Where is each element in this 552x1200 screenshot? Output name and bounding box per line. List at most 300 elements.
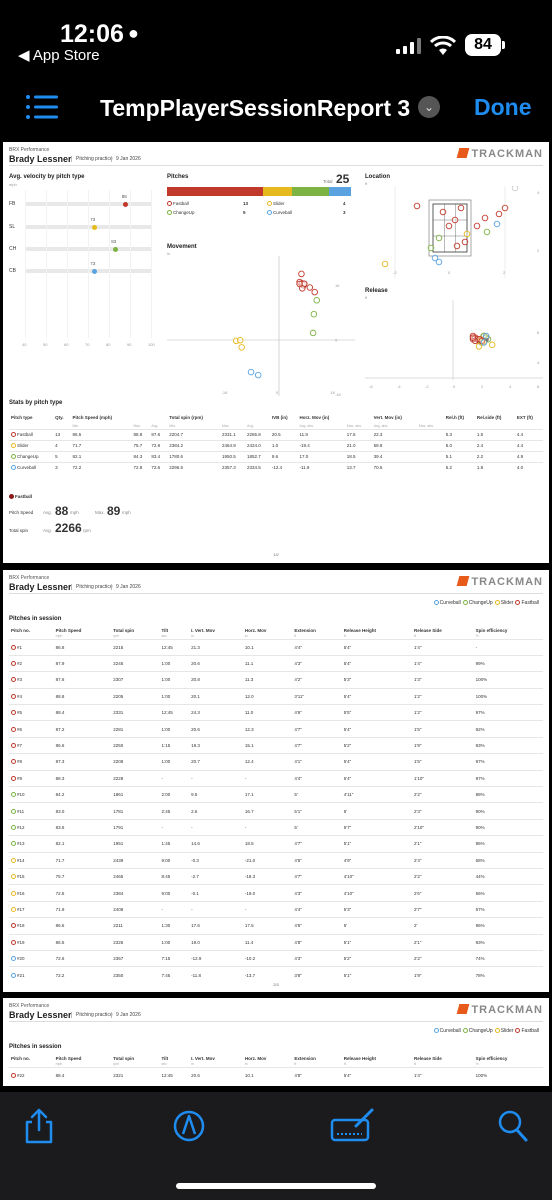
org-name: BRX Performance [9, 575, 50, 581]
stats-cell: 39.4 [372, 451, 417, 462]
session-cell: 4'7" [292, 737, 341, 753]
pitch-no-cell [9, 918, 54, 934]
session-header-cell: Total spin [113, 627, 135, 633]
stats-cell: 4.0 [515, 462, 543, 473]
session-cell: 1'2" [412, 705, 474, 721]
pitch-type-dot-icon [463, 1028, 468, 1033]
session-cell: 1'4" [412, 1067, 474, 1083]
stats-pitch-type [9, 440, 53, 451]
session-subheader-cell: ft [414, 634, 416, 639]
session-cell: 1'9" [412, 967, 474, 983]
session-cell: 2.6 [189, 803, 243, 819]
session-cell: 11.4 [243, 934, 292, 950]
session-cell: 5'4" [342, 1067, 412, 1083]
session-subheader-cell: rpm [113, 1062, 120, 1067]
pitch-mix-legend-item [267, 201, 285, 206]
table-row [9, 639, 543, 655]
pitch-type-legend [434, 600, 541, 606]
pitch-type-legend [434, 1028, 541, 1034]
stats-cell: -19.4 [298, 440, 345, 451]
location-point [454, 243, 460, 249]
trackman-logo-icon [457, 148, 470, 158]
session-cell: 1:00 [160, 721, 190, 737]
session-type: Pitching practice [71, 584, 113, 590]
release-point [483, 333, 489, 339]
stats-cell: 21.0 [345, 440, 372, 451]
velocity-row-label: CH [9, 246, 17, 252]
movement-title: Movement [167, 244, 197, 250]
session-cell: 5'1" [342, 934, 412, 950]
release-x-tick: -6 [369, 384, 373, 389]
session-header-cell: Release Height [343, 627, 377, 633]
share-icon[interactable] [22, 1106, 56, 1146]
velocity-row-label: SL [9, 224, 16, 230]
session-cell: 100% [474, 688, 543, 704]
stats-cell [417, 440, 444, 451]
stats-cell: 82.1 [71, 451, 132, 462]
pitch-mix-segment [329, 187, 351, 196]
location-point [428, 245, 434, 251]
session-cell: 84.2 [54, 787, 112, 803]
session-subheader-cell: % [475, 1062, 479, 1067]
session-subheader-cell: ft [294, 1062, 297, 1067]
session-cell: 11.3 [243, 672, 292, 688]
page-number: 1/2 [273, 552, 279, 557]
location-point [414, 203, 420, 209]
player-name: Brady Lessner [9, 582, 72, 592]
session-cell: 5'1" [292, 803, 341, 819]
pitch-no-cell [9, 868, 54, 884]
session-cell: 5'4" [342, 721, 412, 737]
trackman-logo: TRACKMAN [458, 1004, 543, 1016]
stats-cell: 2.4 [475, 440, 515, 451]
session-cell: - [243, 819, 292, 835]
stats-header-cell: Rel.side (ft) [476, 415, 502, 420]
session-cell: -2.7 [189, 868, 243, 884]
velocity-value-label: 73 [90, 217, 96, 222]
session-cell: - [160, 901, 190, 917]
session-cell: 2307 [111, 672, 159, 688]
pitch-no: #9 [17, 775, 23, 781]
session-subheader-cell: in [244, 1062, 248, 1067]
stats-cell: 5.0 [444, 440, 475, 451]
session-cell: 4'2" [292, 672, 341, 688]
pitch-no-cell [9, 819, 54, 835]
session-cell: 5'2" [342, 737, 412, 753]
stats-cell: 9.6 [270, 451, 298, 462]
session-cell: 4'4" [292, 901, 341, 917]
max-speed-unit: mph [122, 510, 131, 515]
session-cell: 92% [474, 721, 543, 737]
report-page-2[interactable] [3, 570, 549, 992]
pitch-type-dot-icon [515, 1028, 520, 1033]
legend-label: Slider [500, 1028, 514, 1034]
table-row [9, 967, 543, 983]
header-divider [9, 593, 543, 594]
pitch-mix-segment [263, 187, 292, 196]
pitch-type-count: 3 [343, 210, 346, 215]
session-cell: 2'3" [412, 803, 474, 819]
pitch-no: #8 [17, 759, 23, 765]
session-cell: 97% [474, 705, 543, 721]
battery-indicator: 84 [465, 34, 501, 56]
table-row [9, 787, 543, 803]
stats-subheader-cell: Min. [169, 423, 176, 428]
stats-header-cell [149, 412, 167, 423]
session-cell: 20.6 [189, 721, 243, 737]
pitch-type-dot-icon [463, 600, 468, 605]
session-cell: 5'2" [342, 950, 412, 966]
pitch-type-dot-icon [11, 454, 16, 459]
session-cell: 2408 [111, 901, 159, 917]
stats-row [9, 429, 543, 440]
trackman-logo: TRACKMAN [458, 148, 543, 160]
session-cell: 20.7 [189, 754, 243, 770]
session-cell: 88% [474, 787, 543, 803]
location-point [436, 259, 442, 265]
table-row [9, 770, 543, 786]
stats-cell: 1852.7 [245, 451, 270, 462]
session-cell: 2245 [111, 655, 159, 671]
location-point [452, 217, 458, 223]
session-cell: -21.0 [243, 852, 292, 868]
stats-cell [417, 462, 444, 473]
movement-x-tick: 0 [276, 390, 279, 395]
session-cell: 1791 [111, 819, 159, 835]
legend-label: Slider [500, 600, 514, 606]
session-cell: 83.5 [54, 819, 112, 835]
stats-cell: 22.3 [372, 429, 417, 440]
session-cell: - [189, 901, 243, 917]
session-cell: 2228 [111, 770, 159, 786]
session-cell: 7:45 [160, 967, 190, 983]
session-cell: 72.2 [54, 967, 112, 983]
legend-label: Fastball [521, 1028, 539, 1034]
session-cell: 2250 [111, 737, 159, 753]
movement-point [314, 297, 320, 303]
table-row [9, 754, 543, 770]
session-cell: 17.5 [243, 918, 292, 934]
location-x-tick: 0 [448, 270, 451, 275]
session-cell: 1:00 [160, 672, 190, 688]
session-cell: 5'4" [342, 639, 412, 655]
stats-table [9, 412, 543, 473]
session-cell: -0.3 [189, 852, 243, 868]
session-cell: 82.1 [54, 836, 112, 852]
location-point [482, 215, 488, 221]
velocity-axis-tick: 90 [127, 342, 132, 347]
pitch-type-dot-icon [11, 858, 16, 863]
session-cell: 1'5" [412, 721, 474, 737]
movement-x-tick: -16 [221, 390, 228, 395]
total-spin-label: Total spin [9, 528, 29, 533]
session-cell: 88.4 [54, 705, 112, 721]
session-cell: 20.6 [189, 655, 243, 671]
search-icon[interactable] [496, 1106, 530, 1146]
stats-cell: 4.4 [515, 440, 543, 451]
table-row [9, 852, 543, 868]
session-cell: 5'3" [342, 901, 412, 917]
stats-cell: 2357.3 [220, 462, 245, 473]
location-point [474, 223, 480, 229]
stats-header-cell: Rel.h (ft) [445, 415, 464, 420]
pitch-no: #6 [17, 726, 23, 732]
session-cell: 2326 [111, 934, 159, 950]
pitch-no: #20 [17, 956, 25, 962]
pitch-type-count: 13 [243, 201, 249, 206]
stats-cell: 2296.5 [167, 462, 220, 473]
pitch-type-dot-icon [11, 940, 16, 945]
legend-label: ChangeUp [468, 600, 493, 606]
release-point [470, 335, 476, 341]
session-cell: 1'10" [412, 770, 474, 786]
session-cell: 5'4" [342, 754, 412, 770]
velocity-dot [92, 269, 97, 274]
movement-point [312, 289, 318, 295]
pitch-mix-segment [167, 187, 263, 196]
stats-header-row [9, 412, 543, 423]
movement-y-tick: -16 [335, 391, 341, 396]
legend-label: Curveball [439, 600, 461, 606]
session-cell: -13.7 [243, 967, 292, 983]
session-cell: - [243, 770, 292, 786]
pitch-no-cell [9, 721, 54, 737]
session-header-cell: Horz. Mov [244, 1055, 267, 1061]
pitch-type-dot-icon [11, 776, 16, 781]
location-y-tick: 4 [537, 190, 540, 195]
pitch-no-cell [9, 688, 54, 704]
session-cell: 4'4" [292, 639, 341, 655]
session-cell: -18.3 [243, 868, 292, 884]
max-speed-value: 89 [107, 504, 121, 518]
chevron-down-icon[interactable]: ⌄ [418, 96, 440, 118]
session-cell: 58% [474, 852, 543, 868]
session-subheader-cell: ft [343, 634, 346, 639]
pitch-no: #2 [17, 661, 23, 667]
table-row [9, 934, 543, 950]
wifi-icon [430, 36, 456, 55]
session-cell: 4'3" [292, 885, 341, 901]
stats-row [9, 462, 543, 473]
release-x-tick: -2 [425, 384, 429, 389]
session-cell: 1:30 [160, 918, 190, 934]
session-cell: 20.6 [189, 1067, 243, 1083]
pitch-type-dot-icon [434, 1028, 439, 1033]
session-cell: 4'10" [342, 868, 412, 884]
release-x-tick: -4 [397, 384, 401, 389]
stats-cell: 84.3 [132, 451, 150, 462]
session-cell: 2357 [111, 950, 159, 966]
session-cell: 17.1 [243, 787, 292, 803]
session-cell: 2331 [111, 705, 159, 721]
session-cell: 2'1" [412, 836, 474, 852]
pitch-type-name: Fastball [17, 432, 33, 437]
signature-icon[interactable] [330, 1106, 376, 1146]
session-cell: 90% [474, 819, 543, 835]
stats-title: Stats by pitch type [9, 400, 63, 406]
session-cell: 1951 [111, 836, 159, 852]
pitch-type-dot-icon [11, 923, 16, 928]
pitch-type-dot-icon [434, 600, 439, 605]
session-cell: 4'3" [292, 950, 341, 966]
session-cell: -12.9 [189, 950, 243, 966]
pitch-no: #21 [17, 972, 25, 978]
fastball-dot-icon [9, 494, 14, 499]
movement-point [237, 337, 243, 343]
stats-row [9, 451, 543, 462]
location-unit: ft [365, 181, 368, 186]
stats-cell: 1950.5 [220, 451, 245, 462]
location-point [458, 205, 464, 211]
pitch-type-dot-icon [11, 465, 16, 470]
session-cell: 88.4 [54, 1067, 112, 1083]
session-date: 9 Jan 2026 [111, 1012, 141, 1018]
pitch-type-dot-icon [167, 210, 172, 215]
table-row [9, 672, 543, 688]
stats-cell: 13 [53, 429, 70, 440]
movement-point [299, 271, 305, 277]
velocity-axis-tick: 80 [106, 342, 111, 347]
pitch-no: #4 [17, 693, 23, 699]
stats-cell: 20.5 [270, 429, 298, 440]
location-point [446, 223, 452, 229]
movement-y-tick: 16 [335, 283, 340, 289]
session-header-cell: Extension [294, 627, 316, 633]
session-cell: 5'4" [342, 655, 412, 671]
person-icon: ● [127, 23, 139, 43]
pitch-mix-legend-item [167, 210, 195, 215]
velocity-gridline [67, 190, 68, 338]
location-point [512, 186, 518, 191]
header-divider [9, 165, 543, 166]
table-row [9, 950, 543, 966]
movement-point [255, 372, 261, 378]
pitch-no-cell [9, 754, 54, 770]
stats-cell: 72.2 [71, 462, 132, 473]
session-cell: 97% [474, 754, 543, 770]
pitch-type-dot-icon [11, 710, 16, 715]
stats-cell: 2424.0 [245, 440, 270, 451]
session-cell: 100% [474, 1067, 543, 1083]
pitch-type-dot-icon [11, 792, 16, 797]
movement-point [248, 369, 254, 375]
stats-cell: 2.2 [475, 451, 515, 462]
velocity-value-label: 88 [121, 194, 127, 199]
stats-pitch-type [9, 451, 53, 462]
session-cell: 2'10" [412, 819, 474, 835]
session-cell: 12.3 [243, 721, 292, 737]
stats-cell: 86.5 [71, 429, 132, 440]
session-date: 9 Jan 2026 [111, 584, 141, 590]
table-row [9, 1067, 543, 1083]
session-cell: 5' [342, 918, 412, 934]
session-cell: 86.6 [54, 737, 112, 753]
org-name: BRX Performance [9, 1003, 50, 1009]
header-divider [9, 1021, 543, 1022]
trackman-logo: TRACKMAN [458, 576, 543, 588]
pitch-no-cell [9, 852, 54, 868]
session-cell: 16.7 [243, 803, 292, 819]
session-cell: 12.0 [243, 688, 292, 704]
session-cell: 5'4" [342, 770, 412, 786]
stats-header-cell: Total spin (rpm) [169, 415, 203, 420]
session-cell: 2' [412, 918, 474, 934]
session-cell: 4'11" [342, 787, 412, 803]
list-icon[interactable] [26, 94, 58, 120]
table-row [9, 737, 543, 753]
session-subheader-cell: in [191, 1062, 194, 1067]
session-cell: 5' [292, 819, 341, 835]
session-cell: -11.8 [189, 967, 243, 983]
report-page-1[interactable] [3, 142, 549, 563]
session-cell: 4'5" [292, 852, 341, 868]
pitch-type-dot-icon [11, 841, 16, 846]
session-cell: 5'7" [342, 819, 412, 835]
velocity-gridline [151, 190, 152, 338]
session-cell: 74% [474, 950, 543, 966]
pitch-mix-legend-item [267, 210, 292, 215]
location-point [496, 211, 502, 217]
session-cell: 97% [474, 770, 543, 786]
session-cell: 2208 [111, 754, 159, 770]
stats-subheader-cell: Max. [222, 423, 230, 428]
pitch-no-cell [9, 803, 54, 819]
session-cell: 21.3 [189, 639, 243, 655]
session-cell: 24.3 [189, 705, 243, 721]
velocity-axis-tick: 40 [22, 342, 27, 347]
session-cell: 4'7" [292, 721, 341, 737]
session-cell: 4'8" [292, 934, 341, 950]
velocity-gridline [109, 190, 110, 338]
session-cell: 87.2 [54, 721, 112, 737]
pitch-no-cell [9, 655, 54, 671]
avg-spin-unit: rpm [83, 528, 91, 533]
session-cell: 4'1" [292, 754, 341, 770]
legend-label: Fastball [521, 600, 539, 606]
markup-icon[interactable] [172, 1106, 206, 1146]
done-button[interactable]: Done [474, 94, 532, 120]
stats-header-cell: Vert. Mov (in) [373, 415, 402, 420]
pitch-type-dot-icon [267, 201, 272, 206]
pitch-type-name: Curveball [273, 210, 293, 215]
stats-cell: 17.0 [298, 451, 345, 462]
stats-subheader-cell: Max. [133, 423, 142, 428]
session-cell: 19.3 [189, 737, 243, 753]
movement-point [239, 345, 245, 351]
session-cell: 2'2" [412, 868, 474, 884]
pitch-no-cell [9, 672, 54, 688]
release-x-tick: 2 [481, 384, 484, 389]
session-cell: 4'3" [292, 655, 341, 671]
pitch-type-dot-icon [11, 694, 16, 699]
session-cell: 72.6 [54, 950, 112, 966]
session-cell: 95% [474, 836, 543, 852]
session-cell: 5' [342, 803, 412, 819]
stats-header-cell: IVB (in) [271, 415, 288, 420]
stats-cell: 2265.8 [245, 429, 270, 440]
session-cell: 56% [474, 885, 543, 901]
session-cell: 78% [474, 967, 543, 983]
session-date: 9 Jan 2026 [111, 156, 141, 162]
pitch-no: #17 [17, 906, 25, 912]
session-header-cell: Spin efficiency [475, 1055, 508, 1061]
stats-cell: 72.6 [149, 462, 167, 473]
stats-header-cell [245, 412, 270, 423]
velocity-value-label: 83 [111, 239, 117, 244]
back-to-app-link[interactable]: ◀ App Store [18, 47, 100, 64]
stats-cell: 2331.1 [220, 429, 245, 440]
report-page-3[interactable] [3, 998, 549, 1086]
